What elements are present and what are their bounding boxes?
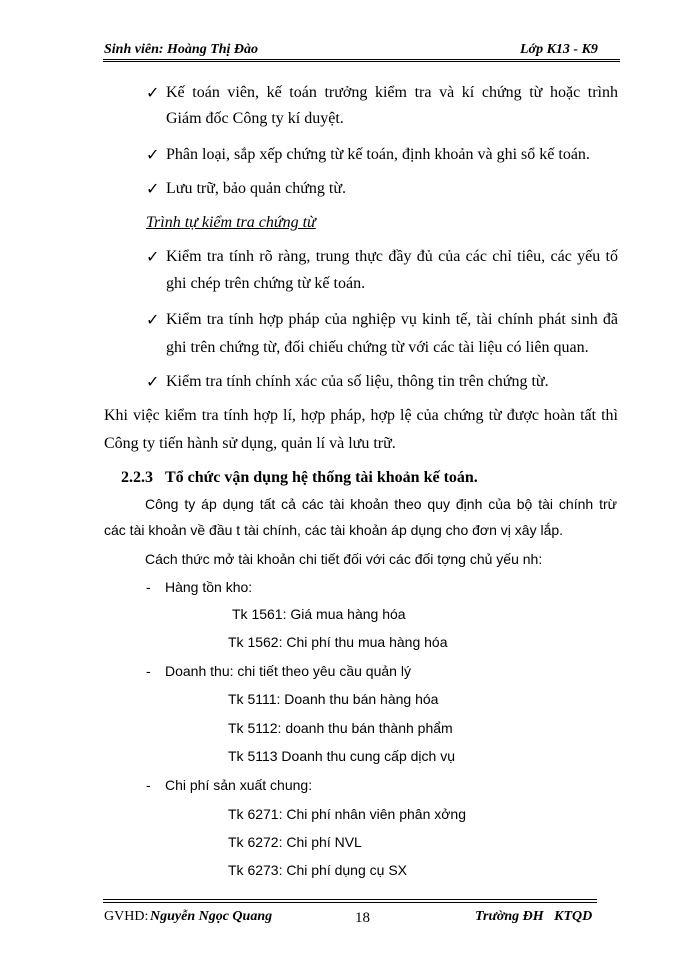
section-title: Tổ chức vận dụng hệ thống tài khoản kế toán.: [165, 469, 478, 486]
header-rule-2: [103, 61, 620, 62]
check-item-line: Kế toán viên, kế toán trưởng kiểm tra và kí chứng từ hoặc trình: [166, 84, 618, 101]
paragraph-1-line-1: Khi việc kiểm tra tính hợp lí, hợp pháp, hợp lệ của chứng từ được hoàn tất thì: [104, 407, 618, 424]
section-number: 2.2.3: [121, 469, 153, 486]
paragraph-2-line-2: các tài khoản về đầu t tài chính, các tài khoản áp dụng cho đơn vị xây lắp.: [104, 522, 564, 538]
check-icon: ✓: [146, 310, 160, 329]
check-item-line: ghi trên chứng từ, đối chiếu chứng từ với các tài liệu có liên quan.: [166, 339, 589, 356]
footer-rule: [103, 899, 597, 900]
header-rule: [103, 59, 620, 60]
account-line: Tk 5113 Doanh thu cung cấp dịch vụ: [228, 748, 456, 764]
account-line: Tk 6273: Chi phí dụng cụ SX: [228, 862, 407, 878]
check-icon: ✓: [146, 179, 160, 198]
paragraph-1-line-2: Công ty tiến hành sử dụng, quản lí và lưu trữ.: [104, 435, 396, 452]
account-line: Tk 6271: Chi phí nhân viên phân xởng: [228, 806, 467, 822]
check-icon: ✓: [146, 247, 160, 266]
group-label-revenue: Doanh thu: chi tiết theo yêu cầu quản lý: [165, 663, 411, 679]
check-item-line: Lưu trữ, bảo quản chứng từ.: [166, 180, 346, 197]
check-item-1: [146, 84, 618, 132]
group-dash: -: [146, 663, 151, 679]
check-icon: ✓: [146, 83, 160, 102]
page-number: 18: [355, 910, 370, 926]
paragraph-3: Cách thức mở tài khoản chi tiết đối với các đối tợng chủ yếu nh:: [145, 551, 543, 567]
account-line: Tk 1561: Giá mua hàng hóa: [232, 606, 406, 622]
footer-school: Trường ĐH KTQD: [475, 909, 593, 924]
paragraph-2-line-1: Công ty áp dụng tất cả các tài khoản theo quy định của bộ tài chính trừ: [145, 496, 617, 512]
check-item-line: Giám đốc Công ty kí duyệt.: [166, 110, 344, 127]
footer-gvhd-label: GVHD:: [104, 909, 149, 924]
subheading: Trình tự kiểm tra chứng từ: [146, 214, 316, 231]
check-icon: ✓: [146, 145, 160, 164]
header-student: Sinh viên: Hoàng Thị Đào: [104, 42, 259, 57]
group-dash: -: [146, 777, 151, 793]
footer-rule-2: [103, 902, 597, 903]
check-icon: ✓: [146, 372, 160, 391]
account-line: Tk 5111: Doanh thu bán hàng hóa: [228, 691, 439, 707]
check-item-line: Kiểm tra tính rõ ràng, trung thực đầy đủ của các chỉ tiêu, các yếu tố: [166, 248, 618, 265]
check-item-line: ghi chép trên chứng từ kế toán.: [166, 275, 366, 292]
account-line: Tk 5112: doanh thu bán thành phẩm: [228, 720, 453, 736]
account-line: Tk 6272: Chi phí NVL: [228, 834, 362, 850]
footer-advisor: Nguyễn Ngọc Quang: [150, 909, 273, 924]
check-item-line: Kiểm tra tính chính xác của số liệu, thông tin trên chứng từ.: [166, 373, 549, 390]
header-class: Lớp K13 - K9: [520, 42, 598, 57]
account-line: Tk 1562: Chi phí thu mua hàng hóa: [228, 634, 448, 650]
group-dash: -: [146, 579, 151, 595]
check-item-line: Kiểm tra tính hợp pháp của nghiệp vụ kinh tế, tài chính phát sinh đã: [166, 311, 618, 328]
group-label-overhead: Chi phí sản xuất chung:: [165, 777, 313, 793]
group-label-inventory: Hàng tồn kho:: [165, 579, 253, 595]
check-item-line: Phân loại, sắp xếp chứng từ kế toán, định khoản và ghi sổ kế toán.: [166, 146, 590, 163]
